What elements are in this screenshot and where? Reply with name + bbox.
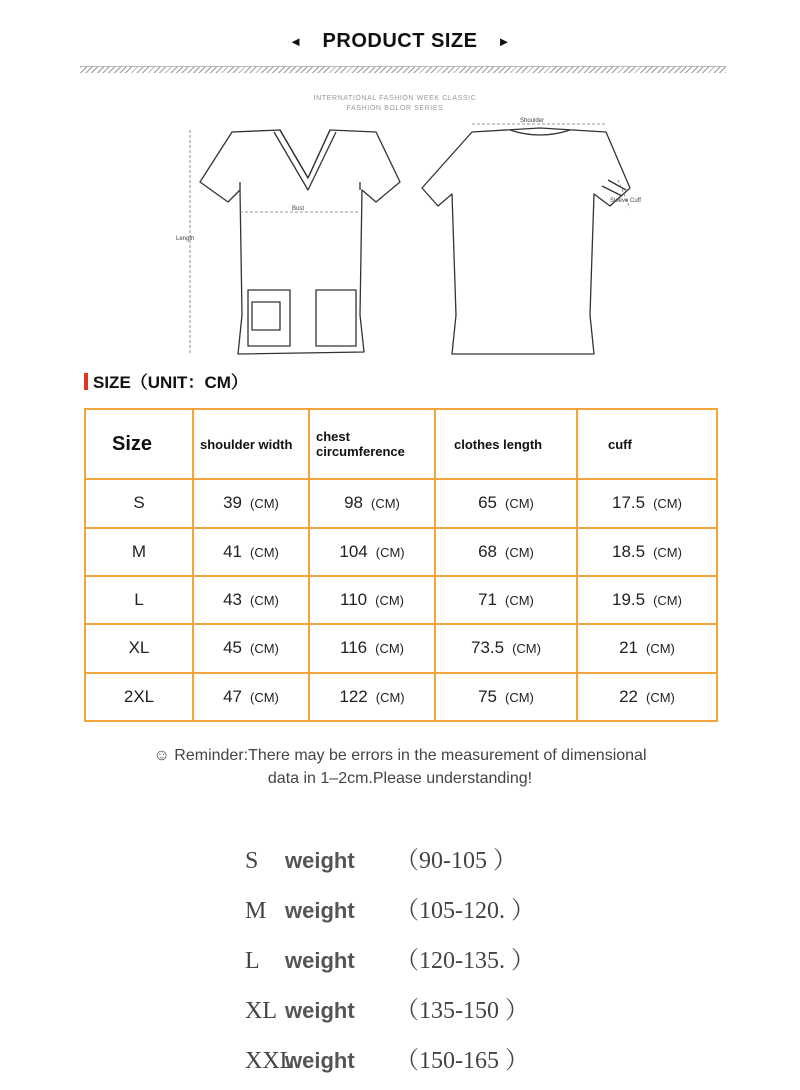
weight-label: weight xyxy=(285,998,355,1023)
chest-cell: 116 (CM) xyxy=(309,624,435,672)
front-sleeve-seams xyxy=(240,182,360,190)
shoulder-cell: 47 (CM) xyxy=(193,673,309,721)
shoulder-cell: 43 (CM) xyxy=(193,576,309,624)
chest-cell: 98 (CM) xyxy=(309,479,435,527)
shoulder-cell: 45 (CM) xyxy=(193,624,309,672)
header-clothes-length: clothes length xyxy=(435,409,577,479)
shoulder-cell: 39 (CM) xyxy=(193,479,309,527)
weight-size: S xyxy=(245,848,259,874)
chest-cell: 110 (CM) xyxy=(309,576,435,624)
front-left-pocket-inner xyxy=(252,302,280,330)
product-size-header xyxy=(0,30,800,53)
back-cuff-band xyxy=(602,180,626,196)
size-cell: M xyxy=(85,528,193,576)
left-arrow-icon: ◄ xyxy=(289,34,303,50)
shoulder-label: Shoulder xyxy=(520,118,545,124)
weight-size: XL xyxy=(245,998,277,1024)
sleeve-cuff-label: Sleeve Cuff xyxy=(610,198,641,204)
weight-size: XXL xyxy=(245,1048,295,1074)
cuff-cell: 22 (CM) xyxy=(577,673,717,721)
length-cell: 68 (CM) xyxy=(435,528,577,576)
weight-label: weight xyxy=(285,1048,355,1073)
weight-label: weight xyxy=(285,898,355,923)
header-divider xyxy=(80,66,726,73)
list-item xyxy=(245,840,605,890)
weight-range: （105-120. ） xyxy=(395,898,535,924)
chest-cell: 122 (CM) xyxy=(309,673,435,721)
weight-size: L xyxy=(245,948,260,974)
page-title: PRODUCT SIZE xyxy=(322,30,478,52)
weight-label: weight xyxy=(285,848,355,873)
bust-label: Bust xyxy=(292,206,305,212)
right-arrow-icon: ► xyxy=(497,34,511,50)
heading-accent-bar xyxy=(84,373,88,390)
garment-measurement-diagram xyxy=(170,110,650,365)
cuff-cell: 19.5 (CM) xyxy=(577,576,717,624)
weight-guide xyxy=(245,840,605,1090)
size-cell: 2XL xyxy=(85,673,193,721)
cuff-cell: 18.5 (CM) xyxy=(577,528,717,576)
weight-range: （90-105 ） xyxy=(395,848,517,874)
size-unit-label: SIZE（UNIT：CM） xyxy=(93,373,248,392)
back-shirt-outline xyxy=(422,128,630,354)
chest-cell: 104 (CM) xyxy=(309,528,435,576)
length-cell: 65 (CM) xyxy=(435,479,577,527)
list-item xyxy=(245,940,605,990)
weight-label: weight xyxy=(285,948,355,973)
table-row xyxy=(85,576,717,624)
caption-line-2: FASHION BOLOR SERIES xyxy=(346,105,444,112)
table-header-row xyxy=(85,409,717,479)
table-row xyxy=(85,479,717,527)
list-item xyxy=(245,990,605,1040)
front-right-pocket xyxy=(316,290,356,346)
back-neckline xyxy=(510,130,570,135)
table-row xyxy=(85,673,717,721)
list-item xyxy=(245,1040,605,1090)
length-cell: 73.5 (CM) xyxy=(435,624,577,672)
size-cell: L xyxy=(85,576,193,624)
size-table xyxy=(84,408,718,722)
size-unit-heading xyxy=(84,368,248,393)
shoulder-cell: 41 (CM) xyxy=(193,528,309,576)
length-cell: 75 (CM) xyxy=(435,673,577,721)
caption-line-1: INTERNATIONAL FASHION WEEK CLASSIC xyxy=(313,95,477,102)
weight-range: （120-135. ） xyxy=(395,948,535,974)
length-cell: 71 (CM) xyxy=(435,576,577,624)
front-v-neck xyxy=(274,130,336,190)
length-label: Length xyxy=(176,236,195,242)
table-row xyxy=(85,624,717,672)
weight-size: M xyxy=(245,898,267,924)
reminder-line-1: ☺ Reminder:There may be errors in the measurement of dimensional xyxy=(153,747,647,764)
weight-range: （135-150 ） xyxy=(395,998,529,1024)
cuff-cell: 17.5 (CM) xyxy=(577,479,717,527)
weight-range: （150-165 ） xyxy=(395,1048,529,1074)
size-cell: XL xyxy=(85,624,193,672)
header-size: Size xyxy=(85,409,193,479)
front-left-pocket xyxy=(248,290,290,346)
list-item xyxy=(245,890,605,940)
header-chest-circumference: chest circumference xyxy=(309,409,435,479)
size-cell: S xyxy=(85,479,193,527)
cuff-cell: 21 (CM) xyxy=(577,624,717,672)
measurement-reminder xyxy=(0,744,800,790)
table-row xyxy=(85,528,717,576)
header-shoulder-width: shoulder width xyxy=(193,409,309,479)
reminder-line-2: data in 1–2cm.Please understanding! xyxy=(267,770,533,787)
header-cuff: cuff xyxy=(577,409,717,479)
